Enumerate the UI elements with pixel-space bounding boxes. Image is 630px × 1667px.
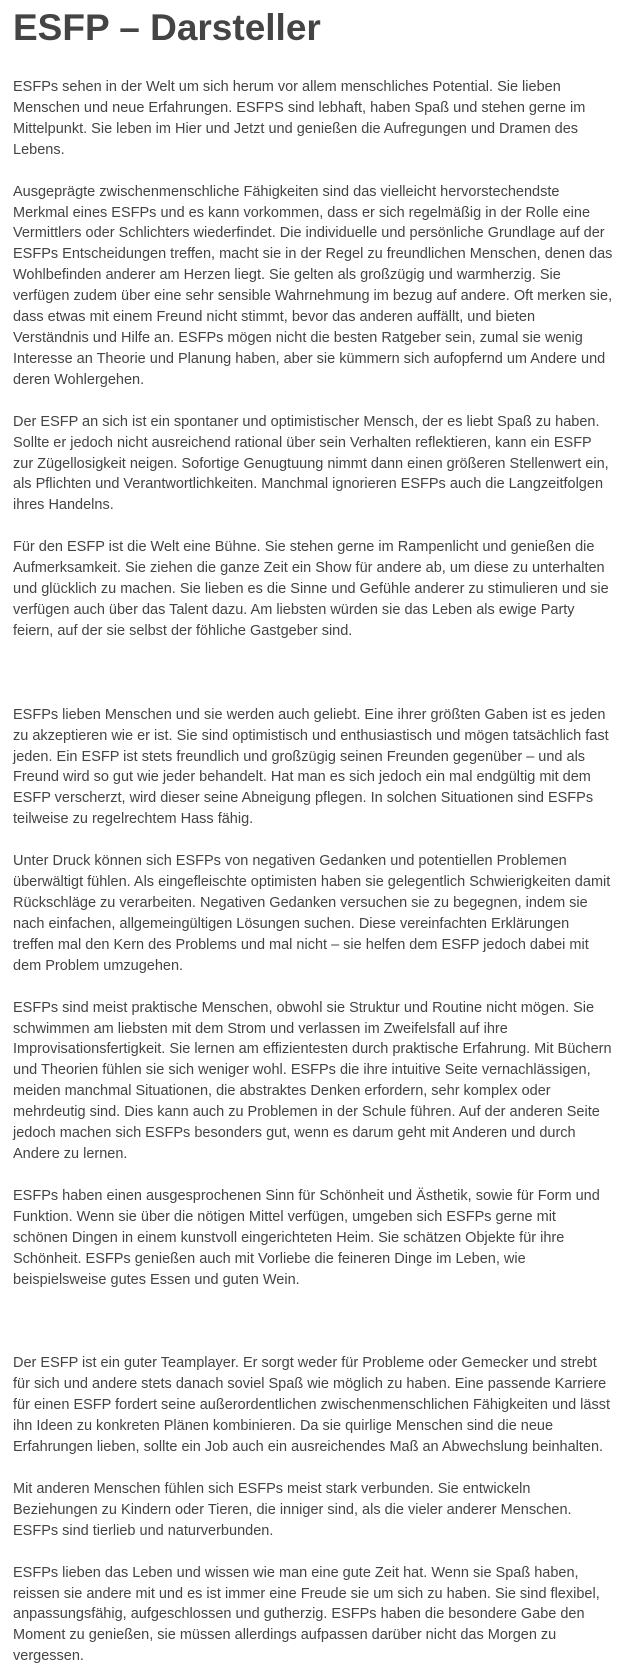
paragraph-intro: ESFPs sehen in der Welt um sich herum vor allem menschliches Potential. Sie lieben Menschen und neue Erfahrungen. ESFPS sind lebhaft, haben Spaß und stehen gerne im Mittelpunkt. Sie leben im Hier und Jetzt und genießen die Aufregungen und Dramen des Lebens. [13, 79, 586, 158]
paragraph-teamplayer: Der ESFP ist ein guter Teamplayer. Er sorgt weder für Probleme oder Gemecker und strebt für sich und andere stets danach soviel Spaß wie möglich zu haben. Eine passende Karriere für einen ESFP fordert seine außerordentlichen zwischenmenschlichen Fähigkeiten und lässt ihn Ideen zu konkreten Plänen kombinieren. Da sie quirlige Menschen sind die neue Erfahrungen lieben, sollte ein Job auch ein ausreichendes Maß an Abwechslung beinhalten. [13, 1355, 610, 1456]
paragraph-aesthetics: ESFPs haben einen ausgesprochenen Sinn für Schönheit und Ästhetik, sowie für Form und Funktion. Wenn sie über die nötigen Mittel verfügen, umgeben sich ESFPs gerne mit schönen Dingen in einem kunstvoll eingerichteten Heim. Sie schätzen Objekte für ihre Schönheit. ESFPs genießen auch mit Vorliebe die feineren Dinge im Leben, wie beispielsweise gutes Essen und guten Wein. [13, 1187, 600, 1288]
paragraph-pressure: Unter Druck können sich ESFPs von negativen Gedanken und potentiellen Problemen überwältigt fühlen. Als eingefleischte optimisten haben sie gelegentlich Schwierigkeiten damit Rückschläge zu verarbeiten. Negativen Gedanken versuchen sie zu begegnen, indem sie nach einfachen, allgemeingültigen Lösungen suchen. Diese vereinfachten Erklärungen treffen mal den Kern des Problems und mal nicht – sie helfen dem ESFP jedoch dabei mit dem Problem umzugehen. [13, 853, 611, 974]
paragraph-people: ESFPs lieben Menschen und sie werden auch geliebt. Eine ihrer größten Gaben ist es jeden zu akzeptieren wie er ist. Sie sind optimistisch und enthusiastisch und mögen tatsächlich fast jeden. Ein ESFP ist stets freundlich und großzügig seinen Freunden gegenüber – und als Freund wird so gut wie jeder behandelt. Hat man es sich jedoch ein mal endgültig mit dem ESFP verscherzt, wird dieser seine Abneigung pflegen. In solchen Situationen sind ESFPs teilweise zu regelrechtem Hass fähig. [13, 706, 609, 828]
article [13, 0, 613, 1667]
paragraph-connection: Mit anderen Menschen fühlen sich ESFPs meist stark verbunden. Sie entwickeln Beziehungen zu Kindern oder Tieren, die inniger sind, als die vieler anderer Menschen. ESFPs sind tierlieb und naturverbunden. [13, 1480, 572, 1539]
paragraph-enjoy-life: ESFPs lieben das Leben und wissen wie man eine gute Zeit hat. Wenn sie Spaß haben, reissen sie andere mit und es ist immer eine Freude sie um sich zu haben. Sie sind flexibel, anpassungsfähig, aufgeschlossen und gutherzig. ESFPs haben die besondere Gabe den Moment zu genießen, sie müssen allerdings aufpassen darüber nicht das Morgen zu vergessen. [13, 1564, 600, 1665]
paragraph-stage: Für den ESFP ist die Welt eine Bühne. Sie stehen gerne im Rampenlicht und genießen die Aufmerksamkeit. Sie ziehen die ganze Zeit ein Show für andere ab, um diese zu unterhalten und glücklich zu machen. Sie lieben es die Sinne und Gefühle anderer zu stimulieren und sie verfügen auch über das Talent dazu. Am liebsten würden sie das Leben als ewige Party feiern, auf der sie selbst der föhliche Gastgeber sind. [13, 539, 609, 639]
page-title: ESFP – Darsteller [13, 7, 321, 48]
paragraph-spontaneous: Der ESFP an sich ist ein spontaner und optimistischer Mensch, der es liebt Spaß zu haben. Sollte er jedoch nicht ausreichend rational über sein Verhalten reflektieren, kann ein ESFP zur Zügellosigkeit neigen. Sofortige Genugtuung nimmt dann einen größeren Stellenwert ein, als Pflichten und Verantwortlichkeiten. Manchmal ignorieren ESFPs auch die Langzeitfolgen ihres Handelns. [13, 413, 609, 514]
paragraph-interpersonal: Ausgeprägte zwischenmenschliche Fähigkeiten sind das vielleicht hervorstechendste Merkmal eines ESFPs und es kann vorkommen, dass er sich regelmäßig in der Rolle eine Vermittlers oder Schlichters wiederfindet. Die individuelle und persönliche Grundlage auf der ESFPs Entscheidungen treffen, macht sie in der Regel zu freundlichen Menschen, denen das Wohlbefinden anderer am Herzen liegt. Sie gelten als großzügig und warmherzig. Sie verfügen zudem über eine sehr sensible Wahrnehmung im bezug auf andere. Oft merken sie, dass etwas mit einem Freund nicht stimmt, bevor das anderen auffällt, und bieten Verständnis und Hilfe an. ESFPs mögen nicht die besten Ratgeber sein, zumal sie wenig Interesse an Theorie und Planung haben, aber sie kümmern sich aufopfernd um Andere und deren Wohlergehen. [13, 183, 613, 388]
paragraph-practical: ESFPs sind meist praktische Menschen, obwohl sie Struktur und Routine nicht mögen. Sie schwimmen am liebsten mit dem Strom und verlassen im Zweifelsfall auf ihre Improvisationsfertigkeit. Sie lernen am effizientesten durch praktische Erfahrung. Mit Büchern und Theorien fühlen sie sich weniger wohl. ESFPs die ihre intuitive Seite vernachlässigen, meiden manchmal Situationen, die abstraktes Denken erfordern, sehr komplex oder mehrdeutig sind. Dies kann auch zu Problemen in der Schule führen. Auf der anderen Seite jedoch machen sich ESFPs besonders gut, wenn es darum geht mit Anderen und durch Andere zu lernen. [13, 999, 612, 1162]
